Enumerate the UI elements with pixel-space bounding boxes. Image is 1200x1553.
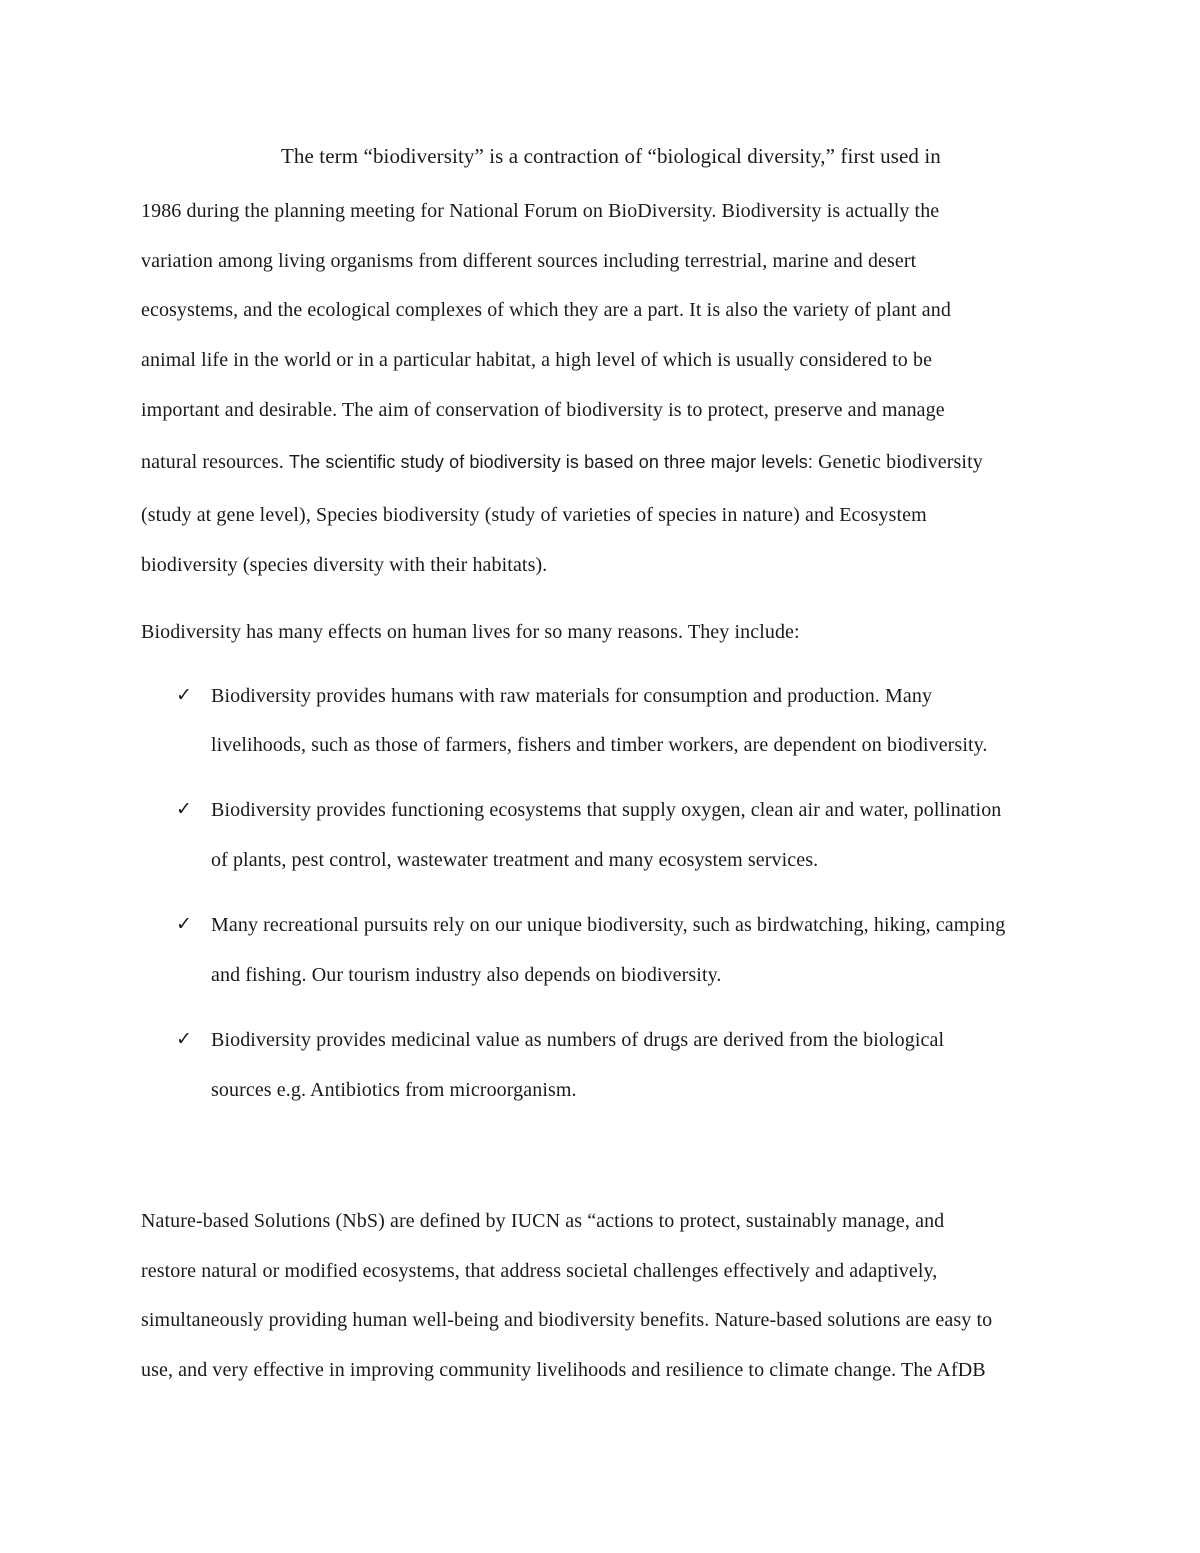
paragraph-2-line-3: simultaneously providing human well-being and biodiversity benefits. Nature-based solutions are easy to (141, 1309, 993, 1331)
checkmark-icon: ✓ (176, 913, 192, 935)
list-item-2-line-1: Biodiversity provides functioning ecosystems that supply oxygen, clean air and water, pollination (211, 799, 1002, 821)
line-7-suffix: Genetic biodiversity (813, 451, 983, 473)
paragraph-1-line-7 (141, 450, 983, 474)
paragraph-2-line-2: restore natural or modified ecosystems, that address societal challenges effectively and adaptively, (141, 1260, 938, 1282)
list-intro: Biodiversity has many effects on human lives for so many reasons. They include: (141, 621, 800, 643)
list-item-1-line-2: livelihoods, such as those of farmers, fishers and timber workers, are dependent on biodiversity. (211, 734, 988, 756)
paragraph-1-line-6: important and desirable. The aim of conservation of biodiversity is to protect, preserve and manage (141, 399, 945, 421)
paragraph-1-line-8: (study at gene level), Species biodiversity (study of varieties of species in nature) and Ecosystem (141, 504, 927, 526)
paragraph-1-line-1: The term “biodiversity” is a contraction of “biological diversity,” first used in (281, 144, 941, 168)
paragraph-1-line-9: biodiversity (species diversity with their habitats). (141, 554, 548, 576)
list-item-4-line-2: sources e.g. Antibiotics from microorganism. (211, 1079, 577, 1101)
paragraph-1-line-5: animal life in the world or in a particular habitat, a high level of which is usually considered to be (141, 349, 933, 371)
list-item-3-line-1: Many recreational pursuits rely on our unique biodiversity, such as birdwatching, hiking, camping (211, 914, 1006, 936)
line-7-prefix: natural resources. (141, 451, 289, 473)
checkmark-icon: ✓ (176, 798, 192, 820)
paragraph-2-line-4: use, and very effective in improving community livelihoods and resilience to climate change. The AfDB (141, 1359, 986, 1381)
paragraph-1-line-2: 1986 during the planning meeting for National Forum on BioDiversity. Biodiversity is actually the (141, 200, 940, 222)
list-item-3-line-2: and fishing. Our tourism industry also depends on biodiversity. (211, 964, 722, 986)
paragraph-1-line-3: variation among living organisms from different sources including terrestrial, marine and desert (141, 250, 917, 272)
line-7-emphasis: The scientific study of biodiversity is based on three major levels: (288, 452, 813, 472)
list-item-2-line-2: of plants, pest control, wastewater treatment and many ecosystem services. (211, 849, 819, 871)
paragraph-2-line-1: Nature-based Solutions (NbS) are defined by IUCN as “actions to protect, sustainably manage, and (141, 1210, 945, 1232)
list-item-1-line-1: Biodiversity provides humans with raw materials for consumption and production. Many (211, 685, 933, 707)
checkmark-icon: ✓ (176, 1028, 192, 1050)
paragraph-1-line-4: ecosystems, and the ecological complexes of which they are a part. It is also the variety of plant and (141, 299, 951, 321)
checkmark-icon: ✓ (176, 684, 192, 706)
list-item-4-line-1: Biodiversity provides medicinal value as numbers of drugs are derived from the biological (211, 1029, 945, 1051)
